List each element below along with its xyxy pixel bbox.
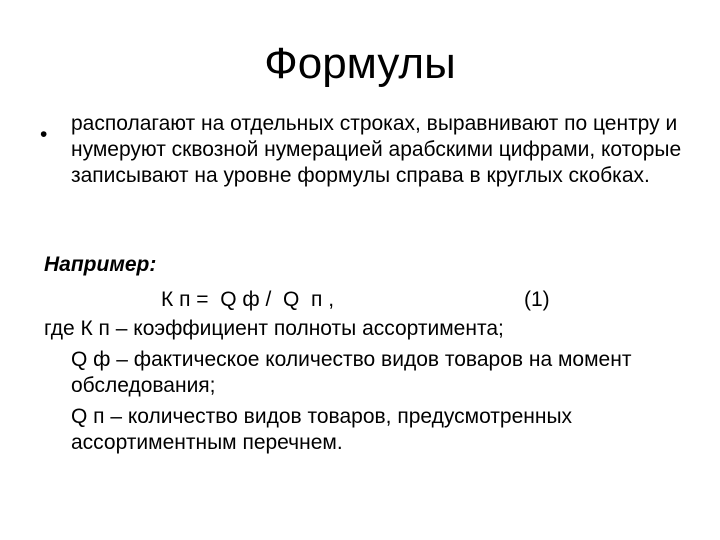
formula-expression: К п = Q ф / Q п ,	[161, 288, 335, 311]
slide-title: Формулы	[264, 39, 456, 88]
bullet-text: располагают на отдельных строках, выравнивают по центру и нумеруют сквозной нумерацией арабскими цифрами, которые записывают на уровне формулы справа в круглых скобках.	[71, 112, 682, 187]
bullet-marker: •	[40, 123, 48, 146]
example-label: Например:	[44, 253, 157, 276]
definition-qf: Q ф – фактическое количество видов товаров на момент обследования;	[71, 348, 632, 397]
definition-qp: Q п – количество видов товаров, предусмотренных ассортиментным перечнем.	[71, 405, 573, 454]
definition-kp: где К п – коэффициент полноты ассортимента;	[44, 317, 504, 340]
formula-number: (1)	[524, 288, 550, 311]
